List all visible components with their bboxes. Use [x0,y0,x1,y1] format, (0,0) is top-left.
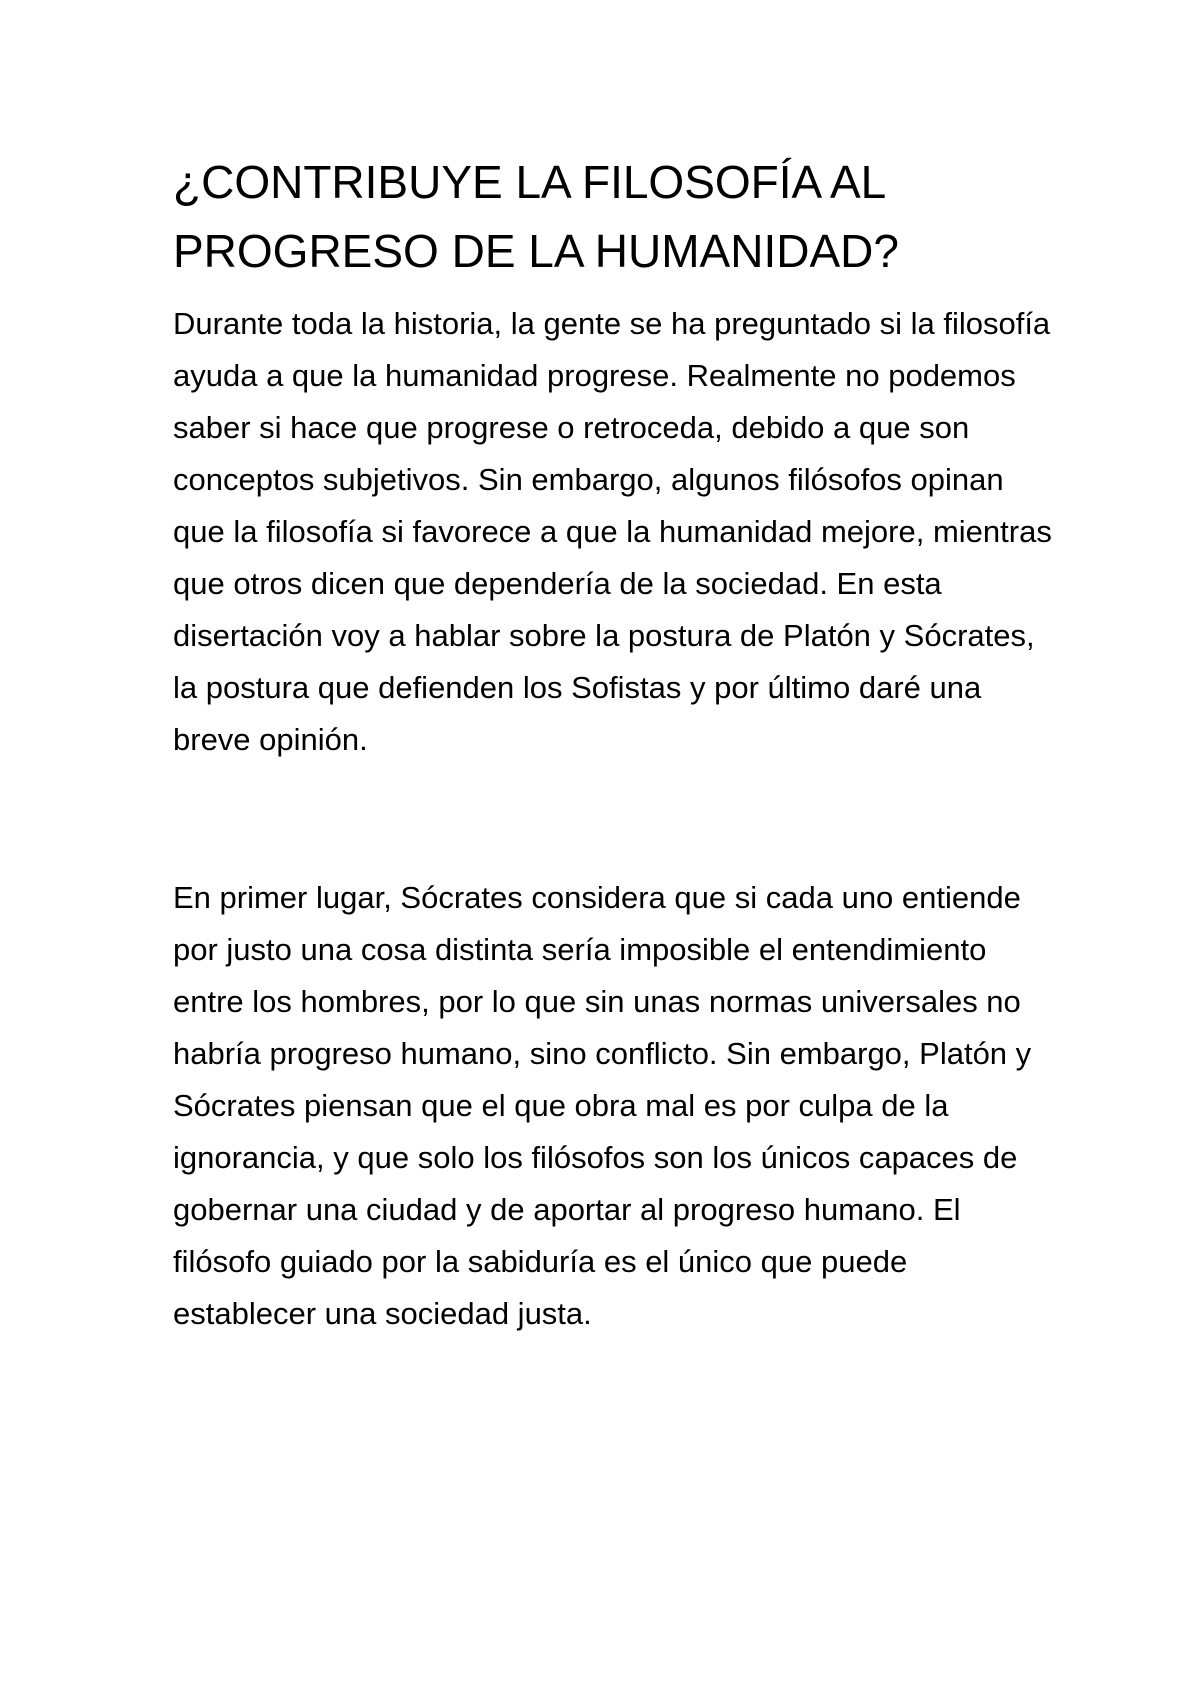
document-body [173,148,1053,1340]
document-title: ¿CONTRIBUYE LA FILOSOFÍA AL PROGRESO DE LA HUMANIDAD? [173,156,899,277]
paragraph-socrates-plato: En primer lugar, Sócrates considera que si cada uno entiende por justo una cosa distinta sería imposible el entendimiento entre los hombres, por lo que sin unas normas universales no habría progreso humano, sino conflicto. Sin embargo, Platón y Sócrates piensan que el que obra mal es por culpa de la ignorancia, y que solo los filósofos son los únicos capaces de gobernar una ciudad y de aportar al progreso humano. El filósofo guiado por la sabiduría es el único que puede establecer una sociedad justa. [173,880,1032,1331]
paragraph-introduction: Durante toda la historia, la gente se ha preguntado si la filosofía ayuda a que la humanidad progrese. Realmente no podemos saber si hace que progrese o retroceda, debido a que son conceptos subjetivos. Sin embargo, algunos filósofos opinan que la filosofía si favorece a que la humanidad mejore, mientras que otros dicen que dependería de la sociedad. En esta disertación voy a hablar sobre la postura de Platón y Sócrates, la postura que defienden los Sofistas y por último daré una breve opinión. [173,306,1052,757]
